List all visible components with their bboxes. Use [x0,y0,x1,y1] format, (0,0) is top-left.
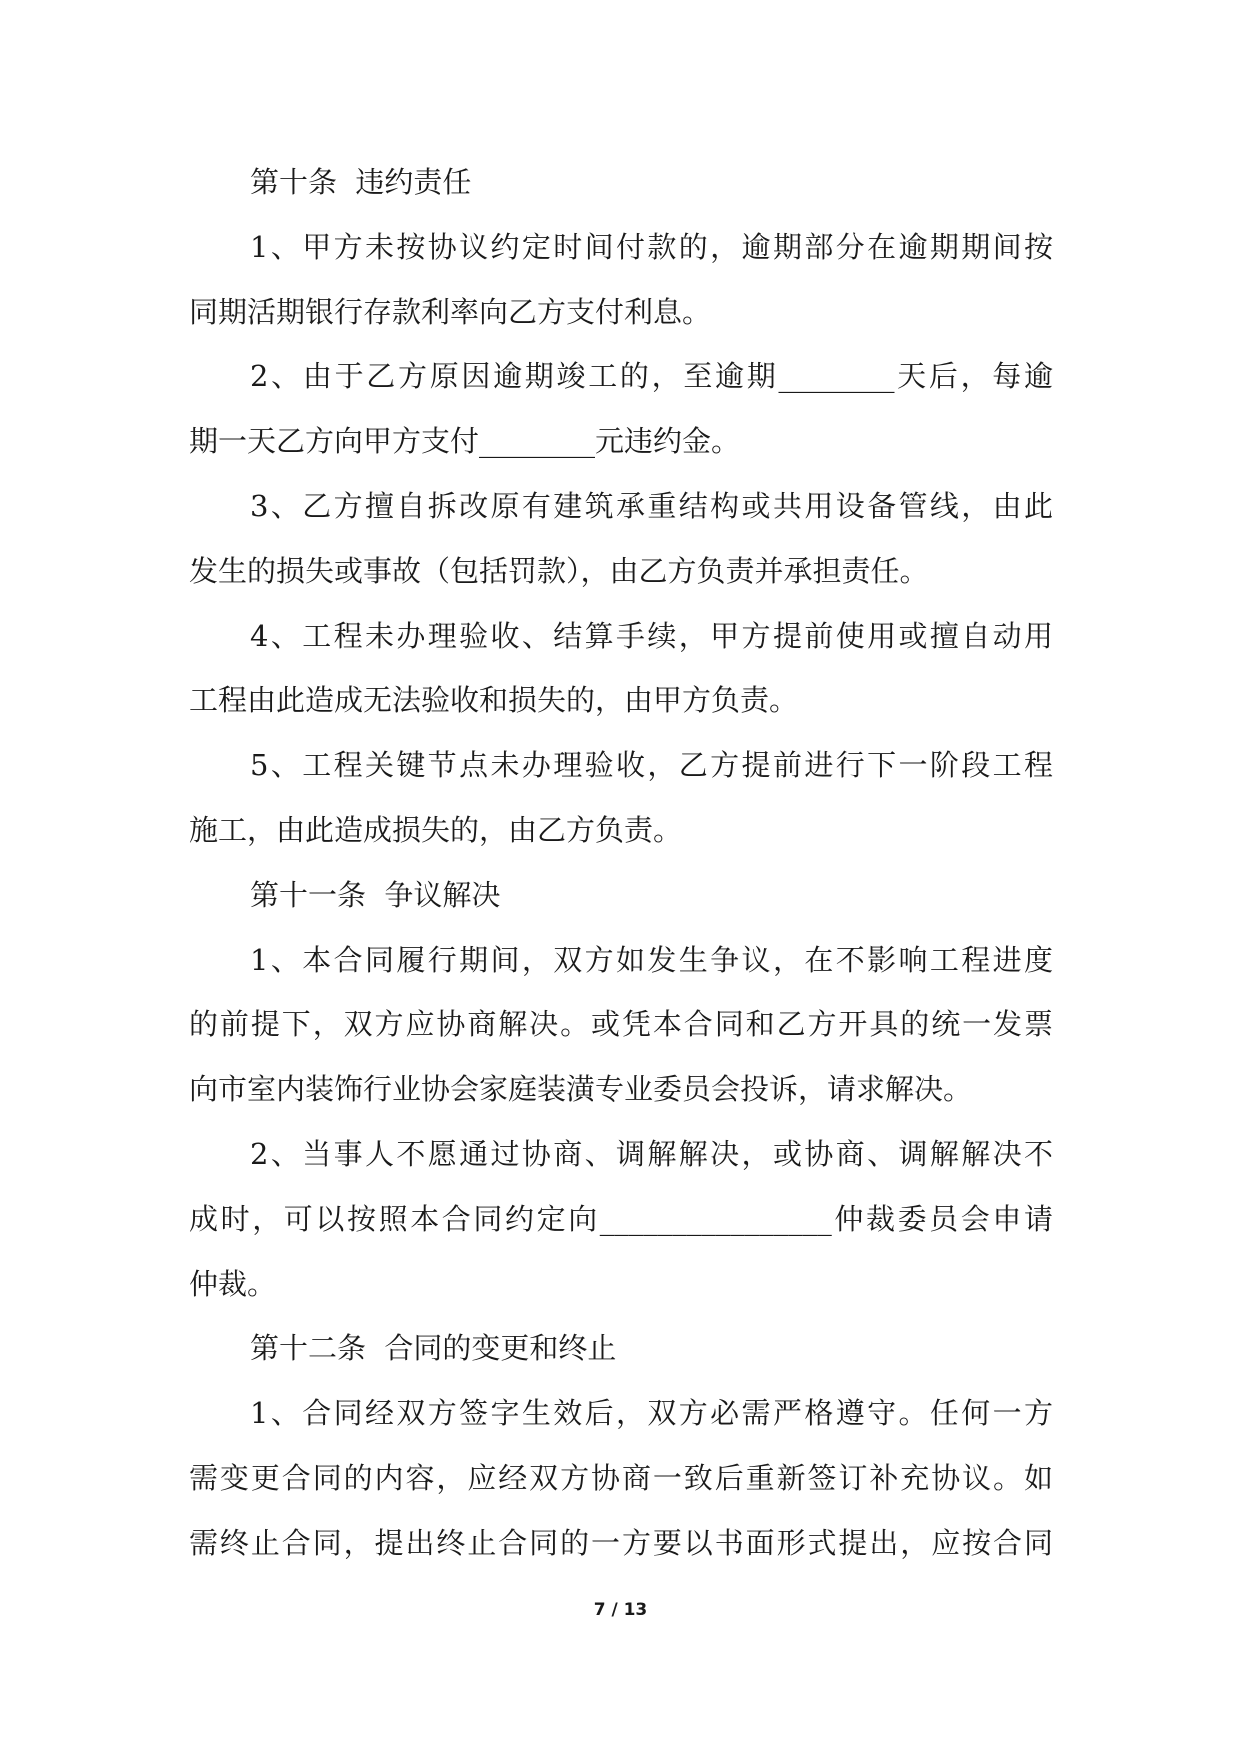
text-line: 第十一条 争议解决 [250,877,501,912]
text-line: 第十条 违约责任 [250,165,472,199]
text-line: 施工，由此造成损失的，由乙方负责。 [189,812,683,847]
text-line: 4、工程未办理验收、结算手续，甲方提前使用或擅自动用 [250,618,1053,653]
text-line: 1、本合同履行期间，双方如发生争议，在不影响工程进度 [250,942,1053,977]
text-line: 仲裁。 [189,1266,277,1301]
text-line: 1、合同经双方签字生效后，双方必需严格遵守。任何一方 [250,1396,1053,1431]
text-line: 需终止合同，提出终止合同的一方要以书面形式提出，应按合同 [189,1525,1053,1560]
text-line: 的前提下，双方应协商解决。或凭本合同和乙方开具的统一发票 [189,1007,1053,1042]
text-line: 2、当事人不愿通过协商、调解解决，或协商、调解解决不 [250,1136,1053,1171]
document-body [189,150,1053,1576]
text-line: 3、乙方擅自拆改原有建筑承重结构或共用设备管线，由此 [250,488,1053,523]
text-line: 5、工程关键节点未办理验收，乙方提前进行下一阶段工程 [250,748,1053,783]
text-line: 1、甲方未按协议约定时间付款的，逾期部分在逾期期间按 [250,229,1053,264]
text-line: 向市室内装饰行业协会家庭装潢专业委员会投诉，请求解决。 [189,1072,973,1107]
page-number: 7 / 13 [593,1600,648,1620]
text-line: 工程由此造成无法验收和损失的，由甲方负责。 [189,683,799,718]
text-line: 2、由于乙方原因逾期竣工的，至逾期________天后，每逾 [250,359,1053,394]
text-line: 成时，可以按照本合同约定向________________仲裁委员会申请 [189,1201,1053,1236]
text-line: 第十二条 合同的变更和终止 [250,1331,617,1366]
text-line: 同期活期银行存款利率向乙方支付利息。 [189,294,712,329]
text-line: 期一天乙方向甲方支付________元违约金。 [189,424,741,459]
text-line: 发生的损失或事故（包括罚款），由乙方负责并承担责任。 [189,553,929,588]
text-line: 需变更合同的内容，应经双方协商一致后重新签订补充协议。如 [189,1460,1053,1495]
